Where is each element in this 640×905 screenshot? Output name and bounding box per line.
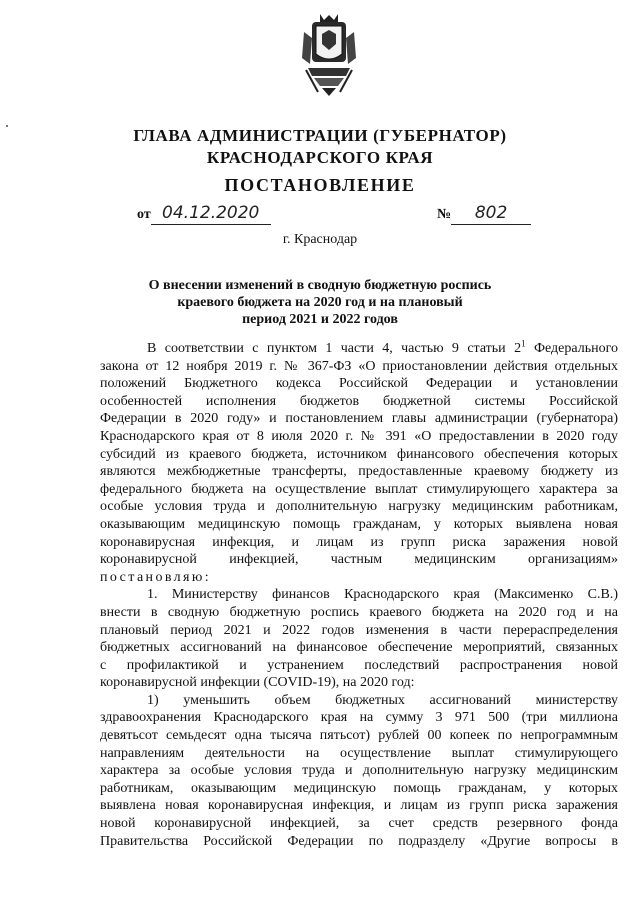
body-line: с профилактикой и устранением последствий распространения новой xyxy=(100,657,618,673)
body-line: коронавирусной инфекции (COVID-19), на 2020 год: xyxy=(100,675,415,691)
body-line: выявлена новая коронавирусная инфекция, и лицам из групп риска заражения xyxy=(100,798,618,814)
margin-mark xyxy=(6,125,8,127)
body-line: положений Бюджетного кодекса Российской Федерации и установлении xyxy=(100,376,618,392)
number-value: 802 xyxy=(474,203,508,223)
body-line: являются межбюджетные трансферты, предоставленные краевому бюджету из xyxy=(100,464,618,480)
header-line-1: ГЛАВА АДМИНИСТРАЦИИ (ГУБЕРНАТОР) xyxy=(133,126,507,145)
date-value: 04.12.2020 xyxy=(162,203,260,223)
city: г. Краснодар xyxy=(282,232,358,247)
body-line: плановый период 2021 и 2022 годов изменения в части перераспределения xyxy=(100,622,618,638)
document-title: ПОСТАНОВЛЕНИЕ xyxy=(224,175,416,195)
body-line: коронавирусная инфекция, и лицам из групп риска заражения новой xyxy=(100,534,618,550)
body-line-decree: постановляю: xyxy=(100,569,212,585)
body-line: бюджетных ассигнований на финансовое обеспечение мероприятий, связанных xyxy=(100,640,618,656)
subject-heading xyxy=(120,277,520,328)
body-line: 1) уменьшить объем бюджетных ассигнований министерству xyxy=(147,692,618,708)
number-label: № xyxy=(437,207,452,222)
header-line-2: КРАСНОДАРСКОГО КРАЯ xyxy=(206,148,434,167)
subject-line: О внесении изменений в сводную бюджетную роспись xyxy=(148,278,492,293)
date-label: от xyxy=(137,207,151,222)
body-line: субсидий из краевого бюджета, источником финансового обеспечения которых xyxy=(100,446,618,462)
body-line: внести в сводную бюджетную роспись краевого бюджета на 2020 год и на xyxy=(100,604,618,620)
body-line: особенностей исполнения бюджетов бюджетной системы Российской xyxy=(100,393,618,409)
body-line: коронавирусной инфекцией, частным медицинским организациям» xyxy=(100,552,618,568)
body-line: оказывающим медицинскую помощь гражданам, у которых выявлена новая xyxy=(100,516,618,532)
subject-line: краевого бюджета на 2020 год и на плановый xyxy=(177,295,463,310)
body-line: здравоохранения Краснодарского края на сумму 3 971 500 (три миллиона xyxy=(100,710,618,726)
body-line: Федерации в 2020 году» и постановлением главы администрации (губернатора) xyxy=(100,411,618,427)
body-line: закона от 12 ноября 2019 г. № 367-ФЗ «О приостановлении действия отдельных xyxy=(100,358,618,374)
body-line: федерального бюджета на осуществление выплат стимулирующего характера за xyxy=(100,481,618,497)
body-line: девятьсот семьдесят одна тысяча пятьсот) рублей 00 копеек по непрограммным xyxy=(100,728,618,744)
body-line: направлениям деятельности на осуществление выплат стимулирующего xyxy=(100,745,618,761)
body-line: Краснодарского края от 8 июля 2020 г. № 391 «О предоставлении в 2020 году xyxy=(100,428,618,444)
number-block xyxy=(437,204,531,225)
body-line: 1. Министерству финансов Краснодарского края (Максименко С.В.) xyxy=(147,587,618,603)
coat-of-arms-emblem xyxy=(298,12,360,98)
body-line: работникам, оказывающим медицинскую помощь гражданам, у которых xyxy=(100,780,618,796)
document-body xyxy=(100,340,618,850)
date-block xyxy=(137,204,271,225)
body-line: В соответствии с пунктом 1 части 4, частью 9 статьи $2^1$ Федерального xyxy=(147,338,618,356)
subject-line: период 2021 и 2022 годов xyxy=(242,312,398,327)
body-line: новой коронавирусной инфекцией, за счет средств резервного фонда xyxy=(100,816,618,832)
body-line: особые условия труда и дополнительную нагрузку медицинским работникам, xyxy=(100,499,618,515)
body-line: Правительства Российской Федерации по подразделу «Другие вопросы в xyxy=(100,833,618,849)
body-line: характера за особые условия труда и дополнительную нагрузку медицинским xyxy=(100,763,618,779)
